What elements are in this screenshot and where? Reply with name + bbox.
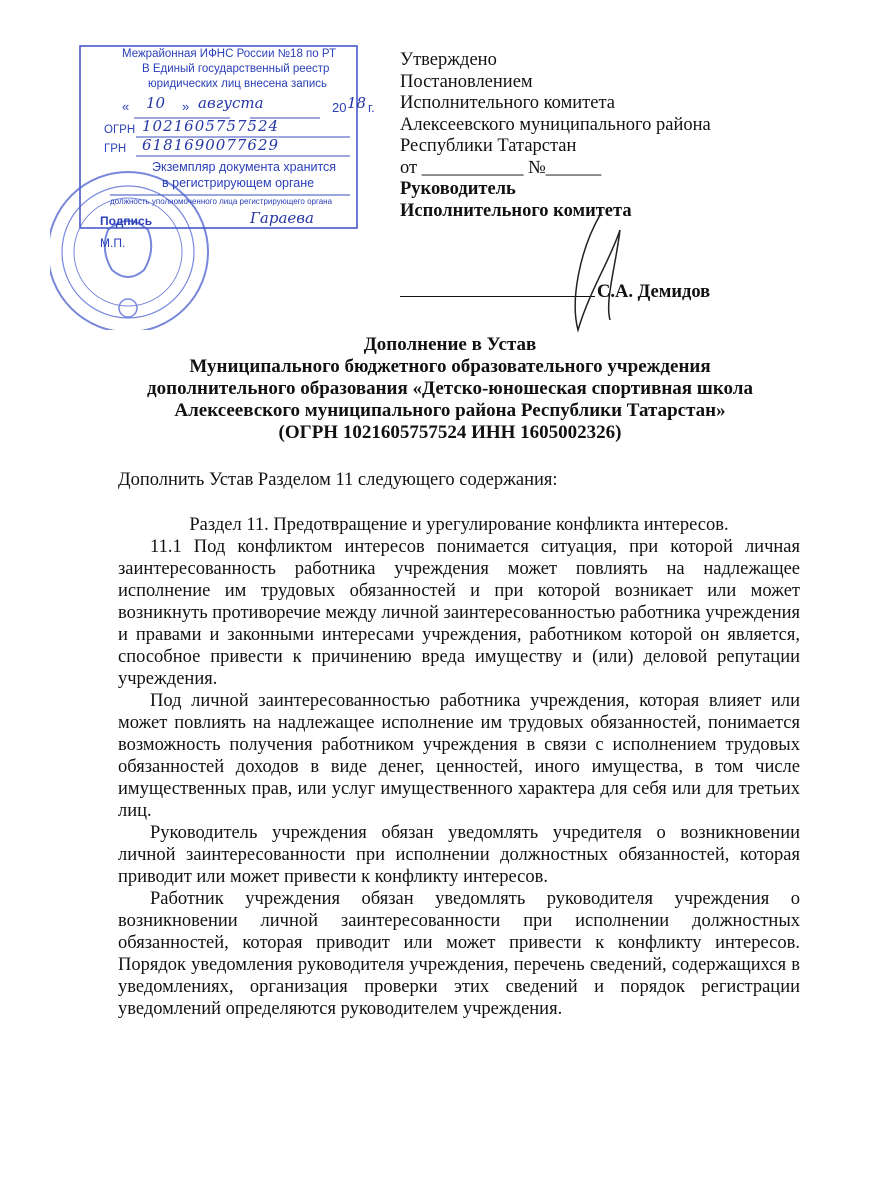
approval-line: Алексеевского муниципального района [400, 114, 711, 135]
stamp-year-prefix: 20 [332, 100, 347, 115]
handwritten-signature-icon [560, 210, 640, 340]
paragraph: Под личной заинтересованностью работника учреждения, которая влияет или может повлиять на надлежащее исполнение им трудовых обязанностей, понимается возможность получения работником учреждения в связи с исполнением трудовых обязанностей доходов в виде денег, ценностей, иного имущества, в том числе имущественных прав, или услуг имущественного характера для себя или для третьих лиц. [118, 691, 800, 821]
stamp-year-suffix: 18 [347, 94, 367, 112]
registration-stamp: Межрайонная ИФНС России №18 по РТ В Единый государственный реестр юридических лиц внесена запись « 10 » августа 20 18 г. ОГРН 1021605757524 ГРН 6181690077629 Экземпляр документа хранится в регистрирующем органе должность уполномоченного лица регистрирующего органа Подпись Гараева М.П. [50, 40, 380, 335]
document-body [118, 514, 800, 1020]
approval-line: Утверждено [400, 50, 497, 70]
stamp-copy-line: в регистрирующем органе [162, 176, 315, 190]
stamp-line: В Единый государственный реестр [142, 63, 330, 75]
stamp-copy-line: Экземпляр документа хранится [152, 160, 337, 174]
title-line: Муниципального бюджетного образовательного учреждения [189, 356, 711, 377]
title-line: (ОГРН 1021605757524 ИНН 1605002326) [278, 422, 622, 443]
stamp-signature-label: Подпись [100, 214, 153, 228]
approval-head-line: Исполнительного комитета [400, 200, 632, 221]
document-title [100, 334, 800, 444]
approval-block [400, 50, 711, 222]
stamp-date-month: августа [198, 94, 264, 112]
approval-line: Постановлением [400, 71, 533, 92]
stamp-grn-value: 6181690077629 [142, 136, 280, 154]
paragraph: 11.1 Под конфликтом интересов понимается ситуация, при которой личная заинтересованность работника учреждения может повлиять на надлежащее исполнение им трудовых обязанностей и при которой возникает или может возникнуть противоречие между личной заинтересованностью работника учреждения и правами и законными интересами учреждения, работником которой он является, способное привести к причинению вреда имуществу и (или) деловой репутации учреждения. [118, 537, 800, 689]
stamp-grn-label: ГРН [104, 143, 127, 155]
stamp-signature-name: Гараева [250, 209, 314, 227]
title-line: дополнительного образования «Детско-юношеская спортивная школа [147, 378, 753, 399]
stamp-date-day: 10 [146, 94, 166, 112]
intro-text: Дополнить Устав Разделом 11 следующего содержания: [118, 470, 558, 490]
title-line: Дополнение в Устав [363, 334, 537, 355]
round-seal-icon [50, 172, 208, 330]
stamp-position-caption: должность уполномоченного лица регистрирующего органа [110, 197, 333, 206]
paragraph: Руководитель учреждения обязан уведомлять учредителя о возникновении личной заинтересованности при исполнении должностных обязанностей, которая приводит или может привести к конфликту интересов. [118, 823, 800, 887]
approval-head-line: Руководитель [400, 179, 516, 199]
stamp-ogrn-value: 1021605757524 [142, 117, 280, 135]
stamp-mp-label: М.П. [100, 236, 126, 250]
stamp-line: Межрайонная ИФНС России №18 по РТ [122, 48, 337, 60]
signatory-name: С.А. Демидов [597, 282, 711, 302]
approval-line: Исполнительного комитета [400, 93, 615, 113]
stamp-year-g: г. [368, 100, 375, 115]
approval-date-line: от ___________ №______ [400, 157, 602, 178]
paragraph: Работник учреждения обязан уведомлять руководителя учреждения о возникновении личной заинтересованности при исполнении должностных обязанностей, которая приводит или может привести к конфликту интересов. Порядок уведомления руководителя учреждения, перечень сведений, содержащихся в уведомлениях, организация проверки этих сведений и порядок регистрации уведомлений определяются руководителем учреждения. [118, 889, 800, 1019]
title-line: Алексеевского муниципального района Республики Татарстан» [174, 400, 726, 421]
stamp-line: юридических лиц внесена запись [148, 78, 328, 90]
approval-line: Республики Татарстан [400, 136, 577, 156]
signatory-line [400, 282, 710, 303]
stamp-ogrn-label: ОГРН [104, 124, 136, 136]
section-heading: Раздел 11. Предотвращение и урегулирование конфликта интересов. [189, 515, 729, 535]
